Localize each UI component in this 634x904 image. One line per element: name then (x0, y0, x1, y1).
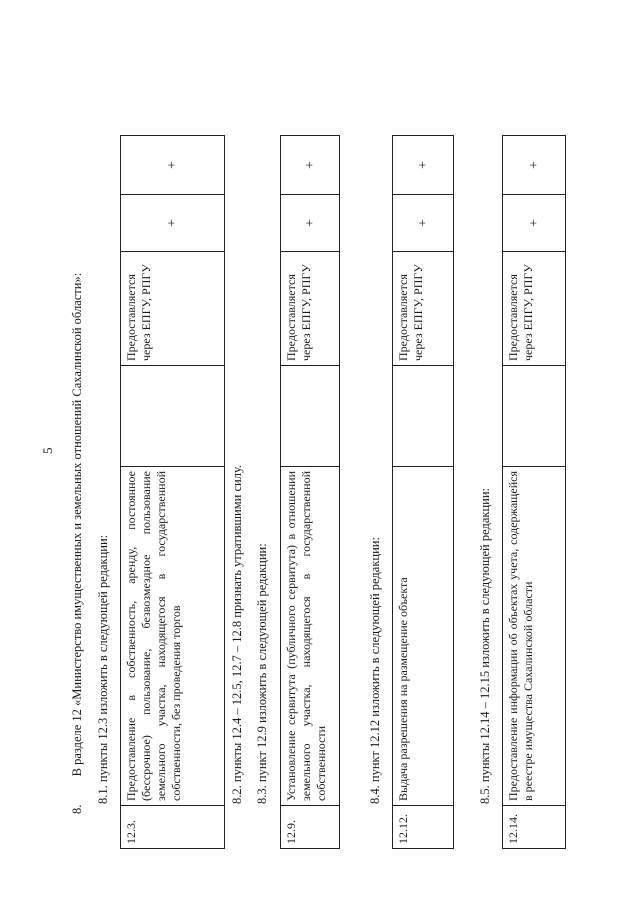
intro-text: В разделе 12 «Министерство имущественных и земельных отношений Сахалинской области»: (70, 272, 84, 777)
provision-method: Предоставляется через ЕПГУ, РПГУ (503, 252, 566, 366)
page-number: 5 (40, 447, 55, 454)
table-row-12-14 (502, 135, 566, 849)
table-row-12-3 (120, 135, 225, 849)
plus-mark: + (503, 136, 566, 195)
intro-number: 8. (70, 804, 84, 814)
row-number: 12.14. (503, 806, 566, 849)
intro-line (70, 273, 85, 814)
service-name: Установление сервитута (публичного сервитута) в отношении земельного участка, находящегося в государственной собственности (281, 467, 340, 806)
provision-method: Предоставляется через ЕПГУ, РПГУ (121, 252, 225, 366)
table-row-12-12 (392, 135, 454, 849)
plus-mark: + (393, 136, 454, 195)
provision-method: Предоставляется через ЕПГУ, РПГУ (393, 252, 454, 366)
table-row-12-9 (280, 135, 340, 849)
service-name: Выдача разрешения на размещение объекта (393, 467, 454, 806)
plus-mark: + (503, 195, 566, 252)
blank-cell (121, 366, 225, 467)
instruction-8-2: 8.2. пункты 12.4 – 12.5, 12.7 – 12.8 признать утратившими силу. (230, 464, 244, 804)
row-number: 12.12. (393, 806, 454, 849)
service-name: Предоставление информации об объектах учета, содержащейся в реестре имущества Сахалинской области (503, 467, 566, 806)
blank-cell (393, 366, 454, 467)
instruction-8-1: 8.1. пункты 12.3 изложить в следующей редакции: (96, 534, 110, 804)
service-name: Предоставление в собственность, аренду, постоянное (бессрочное) пользование, безвозмездное пользование земельного участка, находящегося в государственной собственности, без проведения торгов (121, 467, 225, 806)
instruction-8-4: 8.4. пункт 12.12 изложить в следующей редакции: (368, 537, 382, 804)
plus-mark: + (121, 136, 225, 195)
plus-mark: + (281, 195, 340, 252)
plus-mark: + (121, 195, 225, 252)
plus-mark: + (393, 195, 454, 252)
provision-method: Предоставляется через ЕПГУ, РПГУ (281, 252, 340, 366)
plus-mark: + (281, 136, 340, 195)
instruction-8-3: 8.3. пункт 12.9 изложить в следующей редакции: (255, 543, 269, 804)
row-number: 12.3. (121, 806, 225, 849)
row-number: 12.9. (281, 806, 340, 849)
blank-cell (281, 366, 340, 467)
instruction-8-5: 8.5. пункты 12.14 – 12.15 изложить в следующей редакции: (478, 488, 492, 804)
blank-cell (503, 366, 566, 467)
